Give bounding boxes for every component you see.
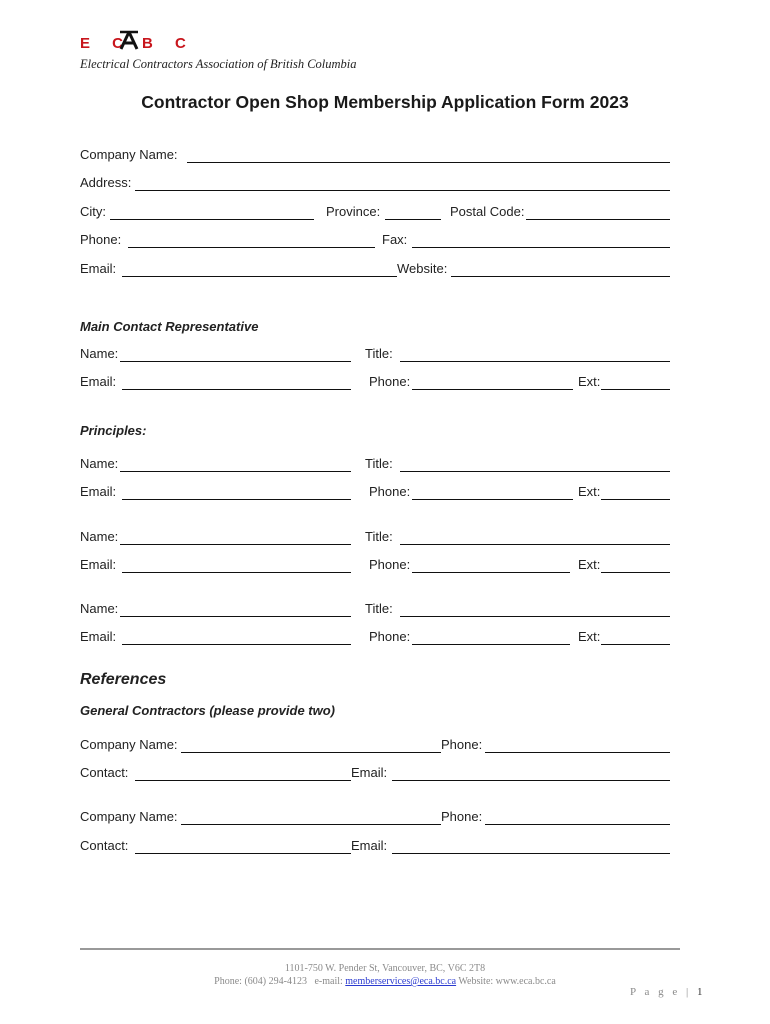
postal-code-field[interactable] [526,219,670,220]
principle-2-name-row [80,529,670,549]
email-field[interactable] [392,853,670,854]
city-label: City: [80,204,106,219]
fax-label: Fax: [382,232,408,247]
email-label: Email: [80,374,117,389]
principle-2-email-row [80,557,670,577]
title-field[interactable] [400,471,670,472]
company-name-label: Company Name: [80,809,178,824]
address-field[interactable] [135,190,670,191]
name-field[interactable] [120,361,351,362]
svg-text:B C: B C [142,35,195,52]
references-heading: References [80,671,167,688]
footer-divider [80,948,680,950]
province-label: Province: [326,204,381,219]
phone-field[interactable] [485,824,670,825]
ext-field[interactable] [601,572,670,573]
email-field[interactable] [122,389,351,390]
reference-2-company-row [80,809,670,829]
name-field[interactable] [120,544,351,545]
phone-field[interactable] [412,572,570,573]
title-label: Title: [365,529,393,544]
email-label: Email: [80,484,117,499]
principle-1-name-row [80,456,670,476]
city-row [80,204,670,224]
phone-label: Phone: [369,374,411,389]
email-label: Email: [80,629,117,644]
ecabc-logo [80,26,200,52]
ext-field[interactable] [601,644,670,645]
phone-field[interactable] [412,499,573,500]
postal-code-label: Postal Code: [450,204,525,219]
email-field[interactable] [122,572,351,573]
email-field[interactable] [392,780,670,781]
footer-email-link[interactable]: memberservices@eca.bc.ca [345,976,457,987]
company-name-label: Company Name: [80,737,178,752]
contact-label: Contact: [80,838,129,853]
name-label: Name: [80,601,119,616]
company-name-row [80,147,670,167]
ext-label: Ext: [578,374,601,389]
phone-field[interactable] [412,644,570,645]
email-label: Email: [80,557,117,572]
contact-label: Contact: [80,765,129,780]
association-name: Electrical Contractors Association of British Columbia [80,57,357,71]
phone-label: Phone: [369,484,411,499]
title-label: Title: [365,601,393,616]
reference-1-contact-row [80,765,670,785]
principle-1-email-row [80,484,670,504]
main-contact-heading: Main Contact Representative [80,319,259,334]
address-label: Address: [80,175,132,190]
footer-address: 1101-750 W. Pender St, Vancouver, BC, V6C 2T8 [284,963,486,974]
footer-website: Website: www.eca.bc.ca [458,976,556,987]
phone-field[interactable] [412,389,573,390]
name-label: Name: [80,456,119,471]
company-name-field[interactable] [187,162,670,163]
title-label: Title: [365,456,393,471]
page-number-value: 1 [696,986,706,998]
company-name-field[interactable] [181,824,441,825]
main-contact-name-row [80,346,670,366]
title-field[interactable] [400,544,670,545]
phone-label: Phone: [369,629,411,644]
email-field[interactable] [122,276,397,277]
ext-label: Ext: [578,629,601,644]
phone-label: Phone: [80,232,122,247]
province-field[interactable] [385,219,441,220]
main-contact-email-row [80,374,670,394]
phone-label: Phone: [441,737,483,752]
principle-3-name-row [80,601,670,621]
ext-label: Ext: [578,484,601,499]
principles-heading: Principles: [80,423,147,438]
company-name-field[interactable] [181,752,441,753]
page-number [630,986,705,998]
phone-field[interactable] [128,247,375,248]
website-field[interactable] [451,276,670,277]
fax-field[interactable] [412,247,670,248]
title-field[interactable] [400,361,670,362]
email-label: Email: [80,261,117,276]
city-field[interactable] [110,219,314,220]
title-field[interactable] [400,616,670,617]
ext-field[interactable] [601,389,670,390]
name-field[interactable] [120,616,351,617]
ext-field[interactable] [601,499,670,500]
reference-1-company-row [80,737,670,757]
phone-label: Phone: [441,809,483,824]
phone-field[interactable] [485,752,670,753]
title-label: Title: [365,346,393,361]
contact-field[interactable] [135,853,351,854]
email-field[interactable] [122,644,351,645]
contact-field[interactable] [135,780,351,781]
email-label: Email: [351,765,388,780]
email-label: Email: [351,838,388,853]
email-field[interactable] [122,499,351,500]
name-field[interactable] [120,471,351,472]
page-label: P a g e | [630,986,692,998]
name-label: Name: [80,346,119,361]
phone-label: Phone: [369,557,411,572]
phone-fax-row [80,232,670,252]
reference-2-contact-row [80,838,670,858]
page-title: Contractor Open Shop Membership Application Form 2023 [141,92,629,112]
references-subheading: General Contractors (please provide two) [80,703,336,718]
email-website-row [80,261,670,281]
footer-email-label: e-mail: [314,976,343,987]
svg-text:E C: E C [80,35,133,52]
ext-label: Ext: [578,557,601,572]
name-label: Name: [80,529,119,544]
footer-phone: Phone: (604) 294-4123 [214,976,307,987]
principle-3-email-row [80,629,670,649]
company-name-label: Company Name: [80,147,178,162]
website-label: Website: [397,261,448,276]
address-row [80,175,670,195]
